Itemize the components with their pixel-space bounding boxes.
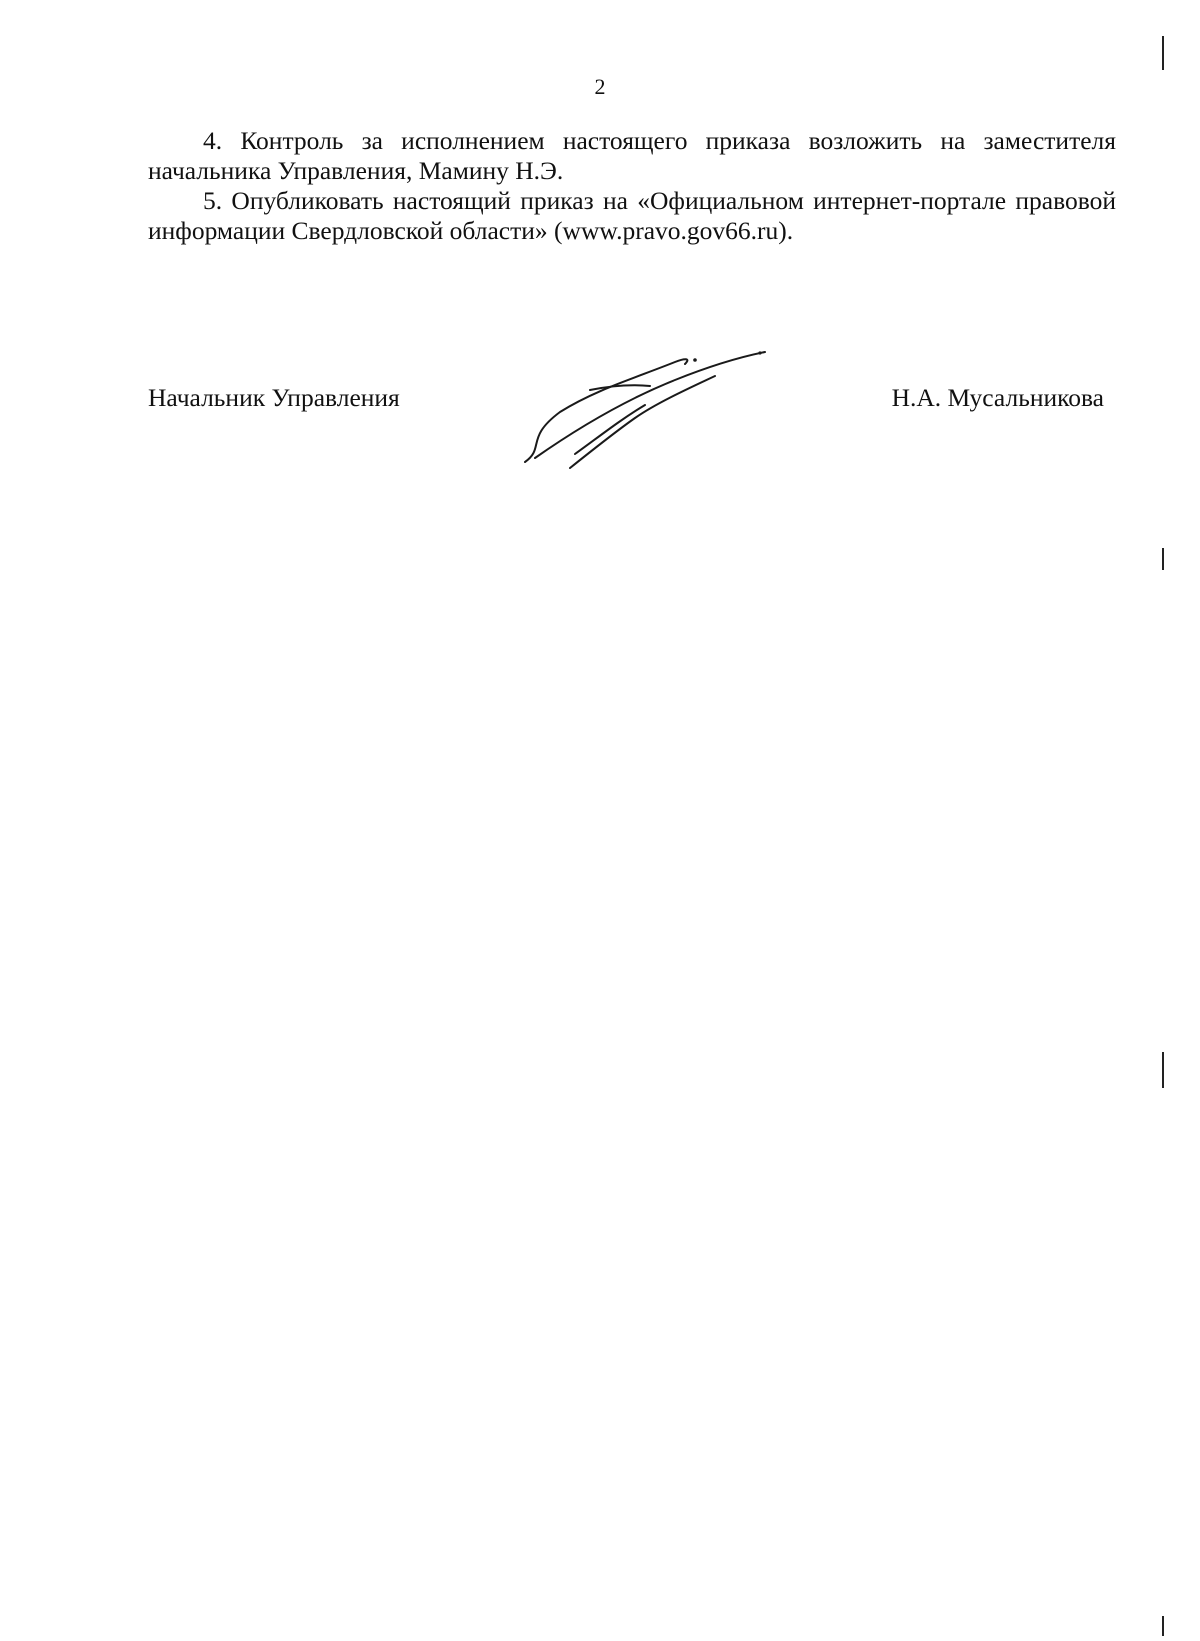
scan-edge-mark [1162, 1616, 1164, 1636]
handwritten-signature [515, 350, 775, 470]
scan-edge-mark [1162, 1052, 1164, 1088]
scan-edge-mark [1162, 36, 1164, 70]
page-number: 2 [594, 74, 606, 99]
paragraph-4: 4. Контроль за исполнением настоящего приказа возложить на заместителя начальника Управления, Мамину Н.Э. [148, 126, 1116, 185]
signatory-name: Н.А. Мусальникова [891, 383, 1104, 412]
signatory-position: Начальник Управления [148, 383, 400, 412]
document-body [148, 126, 1116, 246]
scan-edge-mark [1162, 548, 1164, 570]
paragraph-5: 5. Опубликовать настоящий приказ на «Официальном интернет-портале правовой информации Свердловской области» (www.pravo.gov66.ru). [148, 186, 1116, 245]
